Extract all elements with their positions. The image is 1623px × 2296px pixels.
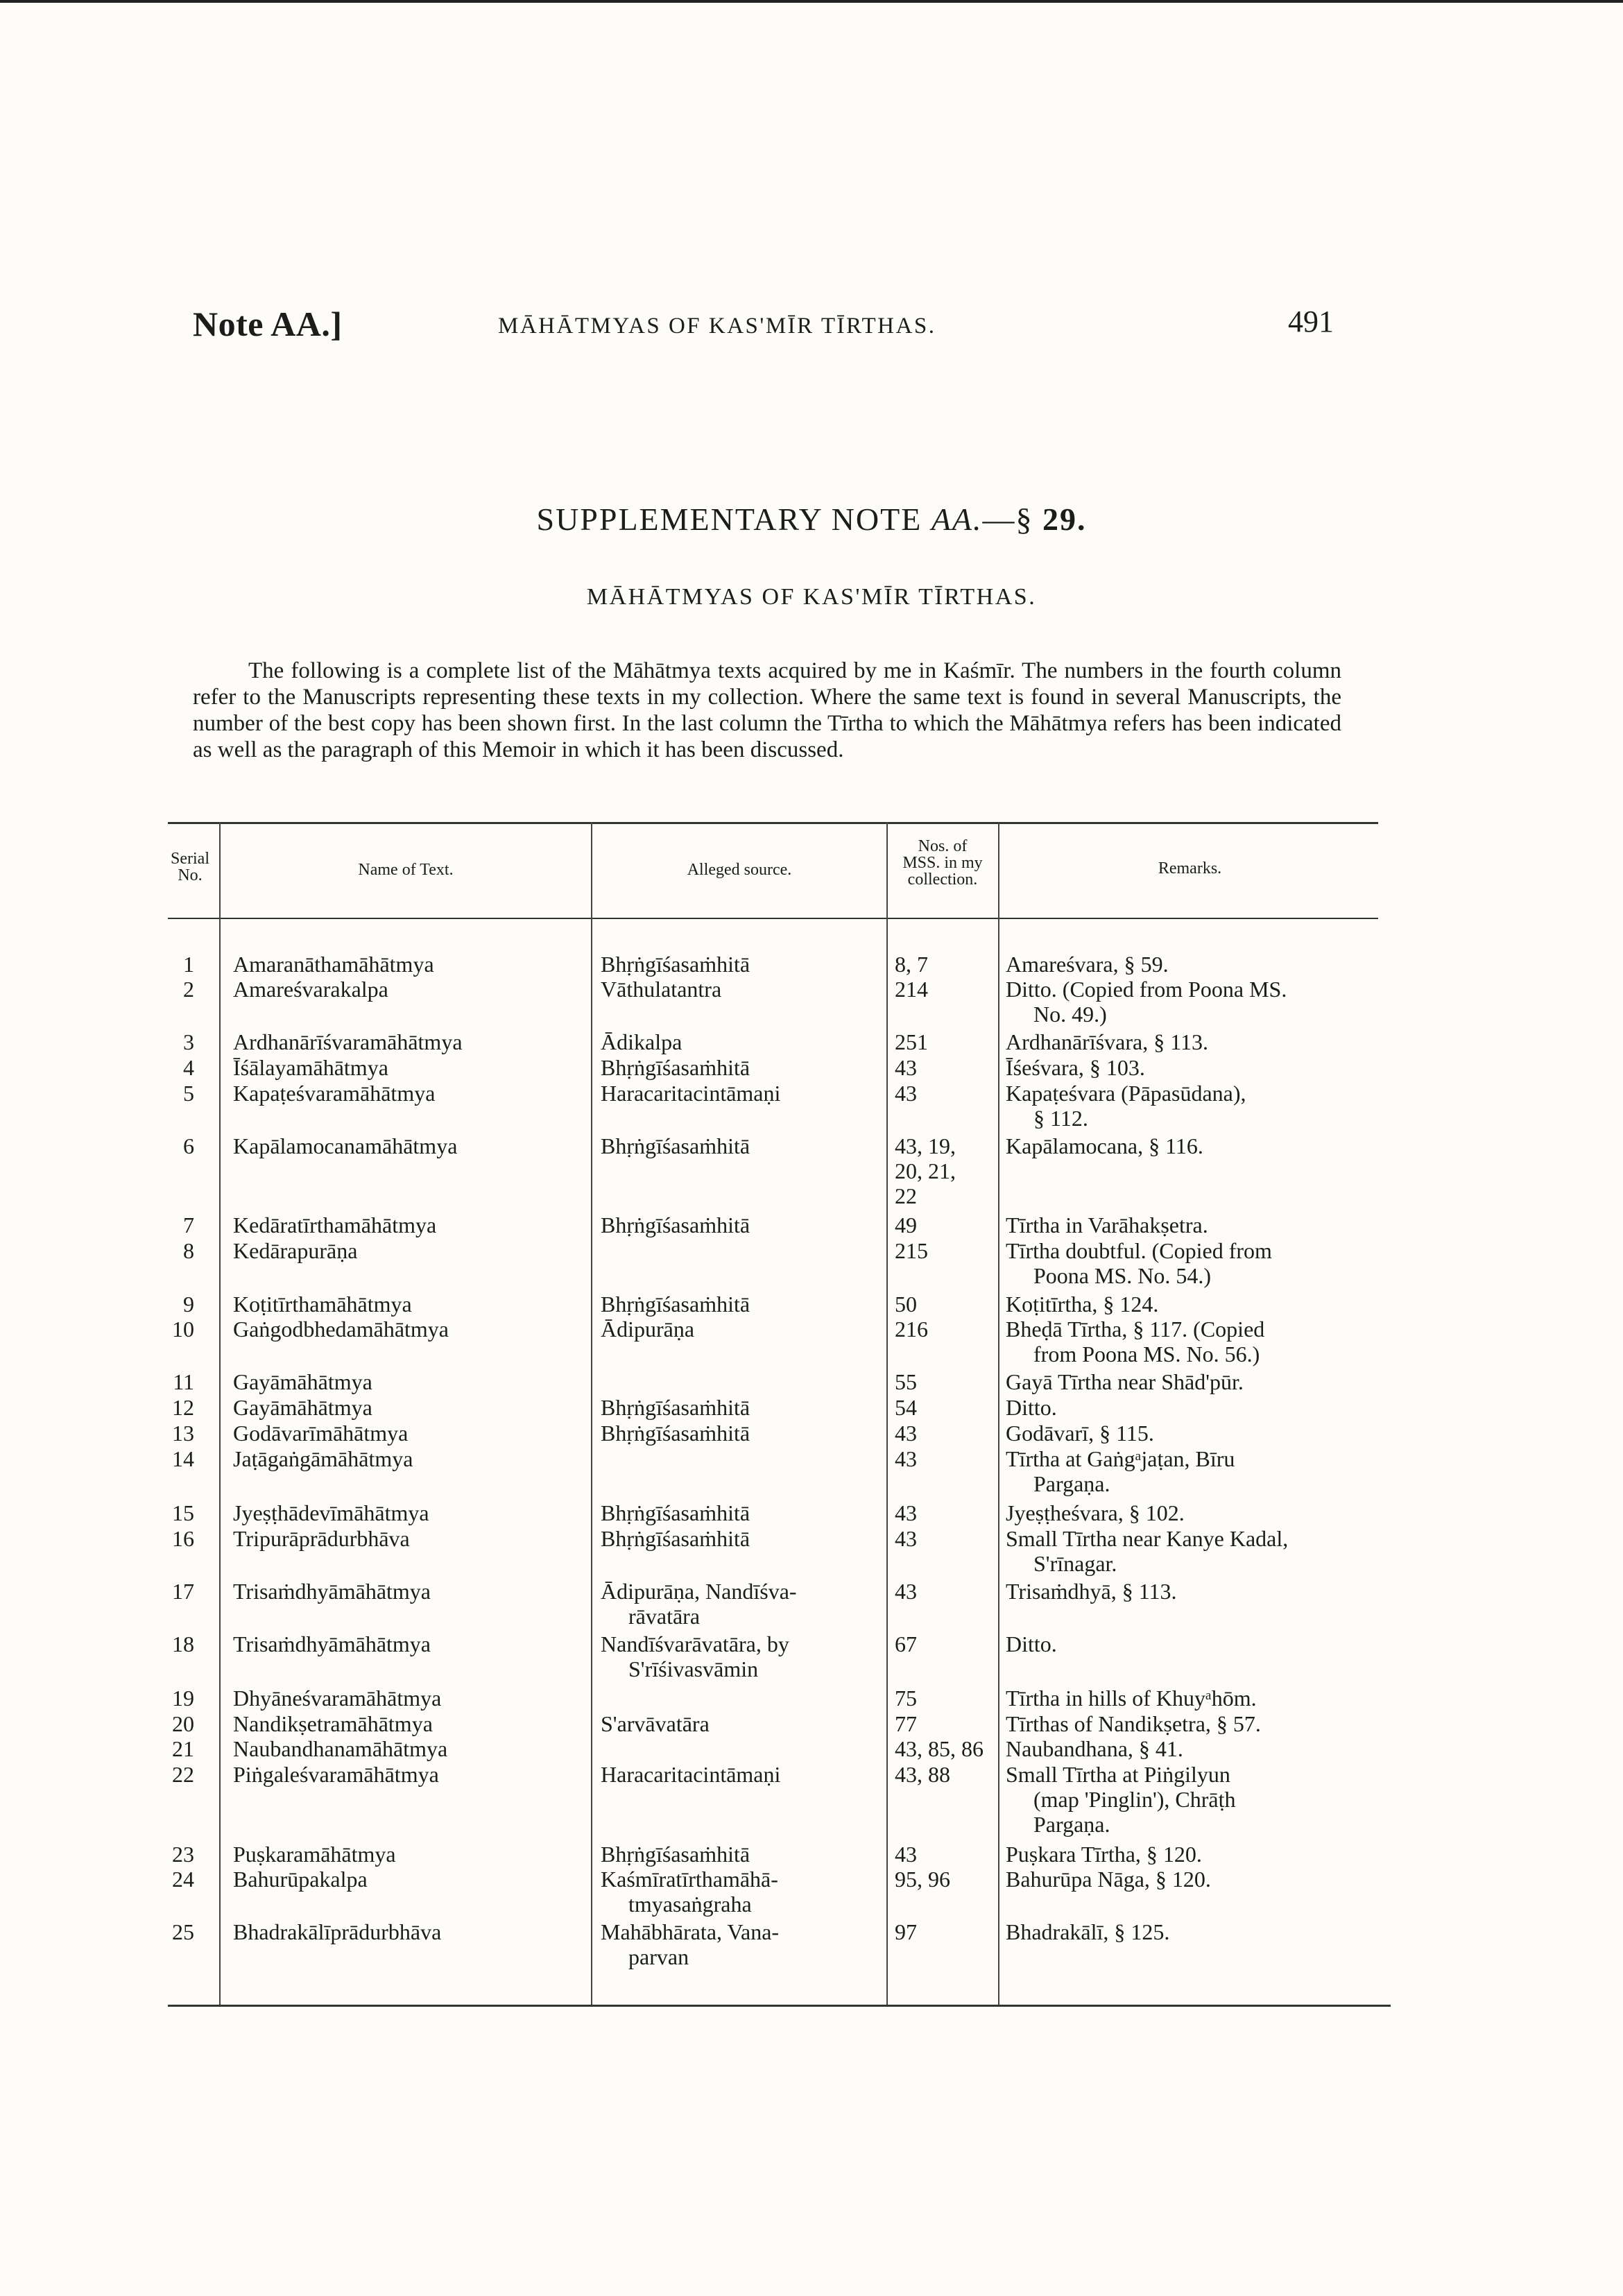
- row-remarks: Naubandhana, § 41.: [1006, 1736, 1183, 1761]
- row-source: Bhṛṅgīśasaṁhitā: [601, 1500, 750, 1525]
- row-mss: 43: [895, 1526, 917, 1551]
- row-remarks-cont: Poona MS. No. 54.): [1033, 1263, 1212, 1288]
- row-mss: 43, 19,: [895, 1133, 956, 1158]
- row-source: Vāthulatantra: [601, 977, 722, 1002]
- row-mss: 77: [895, 1711, 917, 1736]
- row-name: Gayāmāhātmya: [233, 1369, 372, 1394]
- row-remarks: Small Tīrtha at Piṅgilyun: [1006, 1762, 1230, 1787]
- row-serial: 4: [183, 1055, 194, 1080]
- row-remarks: Ditto.: [1006, 1395, 1057, 1420]
- row-mss: 95, 96: [895, 1867, 950, 1892]
- header-remarks: Remarks.: [1158, 859, 1222, 877]
- row-mss: 43, 85, 86: [895, 1736, 984, 1761]
- row-serial: 17: [172, 1579, 194, 1604]
- header-name: Name of Text.: [358, 861, 454, 879]
- row-mss: 75: [895, 1686, 917, 1711]
- row-mss: 50: [895, 1292, 917, 1317]
- section-heading-dash: —§: [982, 502, 1033, 537]
- row-remarks: Amareśvara, § 59.: [1006, 952, 1169, 977]
- row-remarks: Gayā Tīrtha near Shād'pūr.: [1006, 1369, 1244, 1394]
- row-source-cont: rāvatāra: [628, 1604, 701, 1629]
- row-remarks: Bahurūpa Nāga, § 120.: [1006, 1867, 1211, 1892]
- row-serial: 12: [172, 1395, 194, 1420]
- row-serial: 2: [183, 977, 194, 1002]
- row-source: Kaśmīratīrthamāhā-: [601, 1867, 778, 1892]
- row-remarks: Small Tīrtha near Kanye Kadal,: [1006, 1526, 1289, 1551]
- row-remarks: Ditto. (Copied from Poona MS.: [1006, 977, 1287, 1002]
- row-source: Bhṛṅgīśasaṁhitā: [601, 1395, 750, 1420]
- row-mss: 49: [895, 1213, 917, 1237]
- row-name: Jyeṣṭhādevīmāhātmya: [233, 1500, 429, 1525]
- row-mss-cont: 20, 21,: [895, 1158, 956, 1183]
- row-remarks: Kapālamocana, § 116.: [1006, 1133, 1203, 1158]
- row-remarks-cont: No. 49.): [1033, 1002, 1107, 1027]
- row-serial: 8: [183, 1238, 194, 1263]
- row-name: Gayāmāhātmya: [233, 1395, 372, 1420]
- row-mss: 55: [895, 1369, 917, 1394]
- row-mss: 43: [895, 1446, 917, 1471]
- row-serial: 22: [172, 1762, 194, 1787]
- row-remarks: Ditto.: [1006, 1631, 1057, 1656]
- row-serial: 20: [172, 1711, 194, 1736]
- row-source: Haracaritacintāmaṇi: [601, 1762, 781, 1787]
- running-header-note: Note AA.]: [193, 305, 343, 343]
- row-name: Koṭitīrthamāhātmya: [233, 1292, 412, 1317]
- row-serial: 6: [183, 1133, 194, 1158]
- row-name: Amareśvarakalpa: [233, 977, 388, 1002]
- row-name: Puṣkaramāhātmya: [233, 1842, 396, 1867]
- row-name: Piṅgaleśvaramāhātmya: [233, 1762, 439, 1787]
- row-source: Nandīśvarāvatāra, by: [601, 1631, 789, 1656]
- row-mss: 43: [895, 1081, 917, 1106]
- row-serial: 10: [172, 1317, 194, 1342]
- row-remarks: Tīrtha at Gaṅgᵃjaṭan, Bīru: [1006, 1446, 1235, 1471]
- row-serial: 3: [183, 1029, 194, 1054]
- row-mss-cont: 22: [895, 1183, 917, 1208]
- row-serial: 16: [172, 1526, 194, 1551]
- row-mss: 97: [895, 1919, 917, 1944]
- header-serial-line2: No.: [178, 866, 203, 884]
- page-number: 491: [1288, 305, 1334, 339]
- row-remarks: Jyeṣṭheśvara, § 102.: [1006, 1500, 1185, 1525]
- row-name: Ardhanārīśvaramāhātmya: [233, 1029, 463, 1054]
- row-mss: 43: [895, 1421, 917, 1446]
- row-mss: 43: [895, 1055, 917, 1080]
- row-source: Bhṛṅgīśasaṁhitā: [601, 952, 750, 977]
- row-remarks-cont: (map 'Pinglin'), Chrāṭh: [1033, 1787, 1236, 1812]
- row-name: Trisaṁdhyāmāhātmya: [233, 1579, 431, 1604]
- row-serial: 1: [183, 952, 194, 977]
- row-remarks-cont: § 112.: [1033, 1106, 1088, 1131]
- row-source: Bhṛṅgīśasaṁhitā: [601, 1213, 750, 1237]
- row-source: Haracaritacintāmaṇi: [601, 1081, 781, 1106]
- row-mss: 54: [895, 1395, 917, 1420]
- row-serial: 9: [183, 1292, 194, 1317]
- row-name: Amaranāthamāhātmya: [233, 952, 434, 977]
- row-source: Bhṛṅgīśasaṁhitā: [601, 1133, 750, 1158]
- row-source: S'arvāvatāra: [601, 1711, 710, 1736]
- table-top-rule: [168, 822, 1378, 824]
- row-serial: 5: [183, 1081, 194, 1106]
- row-serial: 13: [172, 1421, 194, 1446]
- header-serial: [164, 850, 216, 884]
- row-name: Trisaṁdhyāmāhātmya: [233, 1631, 431, 1656]
- row-name: Kedārapurāṇa: [233, 1238, 358, 1263]
- row-remarks-cont: from Poona MS. No. 56.): [1033, 1342, 1260, 1367]
- row-name: Naubandhanamāhātmya: [233, 1736, 448, 1761]
- intro-paragraph: The following is a complete list of the Māhātmya texts acquired by me in Kaśmīr. The numbers in the fourth column refer to the Manuscripts representing these texts in my collection. Where the same text is found in several Manuscripts, the number of the best copy has been shown first. In the last column the Tīrtha to which the Māhātmya refers has been indicated as well as the paragraph of this Memoir in which it has been discussed.: [193, 658, 1341, 762]
- row-source-cont: parvan: [628, 1944, 689, 1969]
- row-mss: 43: [895, 1579, 917, 1604]
- row-remarks: Bhadrakālī, § 125.: [1006, 1919, 1170, 1944]
- row-mss: 8, 7: [895, 952, 928, 977]
- section-subtitle: MĀHĀTMYAS OF KAS'MĪR TĪRTHAS.: [586, 584, 1037, 610]
- row-remarks-cont: Pargaṇa.: [1033, 1471, 1110, 1496]
- row-serial: 18: [172, 1631, 194, 1656]
- header-mss-line1: Nos. of: [918, 837, 968, 855]
- header-mss-line2: MSS. in my: [902, 854, 983, 872]
- row-mss: 67: [895, 1631, 917, 1656]
- row-name: Kapaṭeśvaramāhātmya: [233, 1081, 436, 1106]
- row-source: Bhṛṅgīśasaṁhitā: [601, 1292, 750, 1317]
- row-remarks-cont: S'rīnagar.: [1033, 1551, 1117, 1576]
- section-heading: [0, 501, 1623, 538]
- section-heading-note-id: AA.: [931, 502, 983, 537]
- row-name: Bhadrakālīprādurbhāva: [233, 1919, 442, 1944]
- column-divider: [219, 822, 221, 2005]
- row-name: Godāvarīmāhātmya: [233, 1421, 409, 1446]
- header-source: Alleged source.: [687, 861, 792, 879]
- row-remarks: Tīrtha in hills of Khuyᵃhōm.: [1006, 1686, 1257, 1711]
- row-name: Nandikṣetramāhātmya: [233, 1711, 433, 1736]
- running-header-title: MĀHĀTMYAS OF KAS'MĪR TĪRTHAS.: [498, 314, 936, 339]
- row-name: Tripurāprādurbhāva: [233, 1526, 410, 1551]
- row-name: Kapālamocanamāhātmya: [233, 1133, 458, 1158]
- row-name: Bahurūpakalpa: [233, 1867, 368, 1892]
- row-mss: 43: [895, 1842, 917, 1867]
- page-top-edge: [0, 0, 1623, 3]
- row-serial: 24: [172, 1867, 194, 1892]
- row-remarks: Trisaṁdhyā, § 113.: [1006, 1579, 1177, 1604]
- row-serial: 19: [172, 1686, 194, 1711]
- row-mss: 214: [895, 977, 928, 1002]
- row-source: Ādipurāṇa, Nandīśva-: [601, 1579, 797, 1604]
- row-serial: 15: [172, 1500, 194, 1525]
- row-source: Mahābhārata, Vana-: [601, 1919, 780, 1944]
- row-mss: 251: [895, 1029, 928, 1054]
- row-remarks: Tīrtha doubtful. (Copied from: [1006, 1238, 1272, 1263]
- section-heading-number: 29.: [1042, 502, 1087, 537]
- row-name: Īśālayamāhātmya: [233, 1055, 388, 1080]
- row-source-cont: S'rīśivasvāmin: [628, 1656, 759, 1681]
- row-mss: 43: [895, 1500, 917, 1525]
- row-source: Bhṛṅgīśasaṁhitā: [601, 1055, 750, 1080]
- row-source: Ādikalpa: [601, 1029, 682, 1054]
- row-remarks: Tīrtha in Varāhakṣetra.: [1006, 1213, 1208, 1237]
- row-source-cont: tmyasaṅgraha: [628, 1892, 752, 1917]
- row-remarks: Tīrthas of Nandikṣetra, § 57.: [1006, 1711, 1261, 1736]
- row-source: Bhṛṅgīśasaṁhitā: [601, 1842, 750, 1867]
- row-remarks-cont: Pargaṇa.: [1033, 1812, 1110, 1837]
- row-remarks: Ardhanārīśvara, § 113.: [1006, 1029, 1209, 1054]
- row-name: Dhyāneśvaramāhātmya: [233, 1686, 442, 1711]
- row-source: Bhṛṅgīśasaṁhitā: [601, 1526, 750, 1551]
- row-serial: 23: [172, 1842, 194, 1867]
- header-mss-line3: collection.: [907, 871, 978, 889]
- row-mss: 216: [895, 1317, 928, 1342]
- row-name: Kedāratīrthamāhātmya: [233, 1213, 437, 1237]
- column-divider: [591, 822, 592, 2005]
- table-bottom-rule: [168, 2005, 1391, 2007]
- row-source: Bhṛṅgīśasaṁhitā: [601, 1421, 750, 1446]
- row-remarks: Kapaṭeśvara (Pāpasūdana),: [1006, 1081, 1246, 1106]
- row-mss: 43, 88: [895, 1762, 950, 1787]
- row-mss: 215: [895, 1238, 928, 1263]
- row-serial: 21: [172, 1736, 194, 1761]
- row-name: Gaṅgodbhedamāhātmya: [233, 1317, 449, 1342]
- table-header-rule: [168, 918, 1378, 919]
- section-heading-prefix: SUPPLEMENTARY NOTE: [536, 502, 922, 537]
- header-serial-line1: Serial: [171, 850, 209, 868]
- row-remarks: Godāvarī, § 115.: [1006, 1421, 1154, 1446]
- row-remarks: Īśeśvara, § 103.: [1006, 1055, 1145, 1080]
- row-remarks: Koṭitīrtha, § 124.: [1006, 1292, 1159, 1317]
- row-name: Jaṭāgaṅgāmāhātmya: [233, 1446, 413, 1471]
- row-serial: 7: [183, 1213, 194, 1237]
- header-mss: [888, 838, 997, 888]
- row-remarks: Bheḍā Tīrtha, § 117. (Copied: [1006, 1317, 1265, 1342]
- row-remarks: Puṣkara Tīrtha, § 120.: [1006, 1842, 1202, 1867]
- row-serial: 11: [173, 1369, 194, 1394]
- row-serial: 14: [172, 1446, 194, 1471]
- row-serial: 25: [172, 1919, 194, 1944]
- row-source: Ādipurāṇa: [601, 1317, 695, 1342]
